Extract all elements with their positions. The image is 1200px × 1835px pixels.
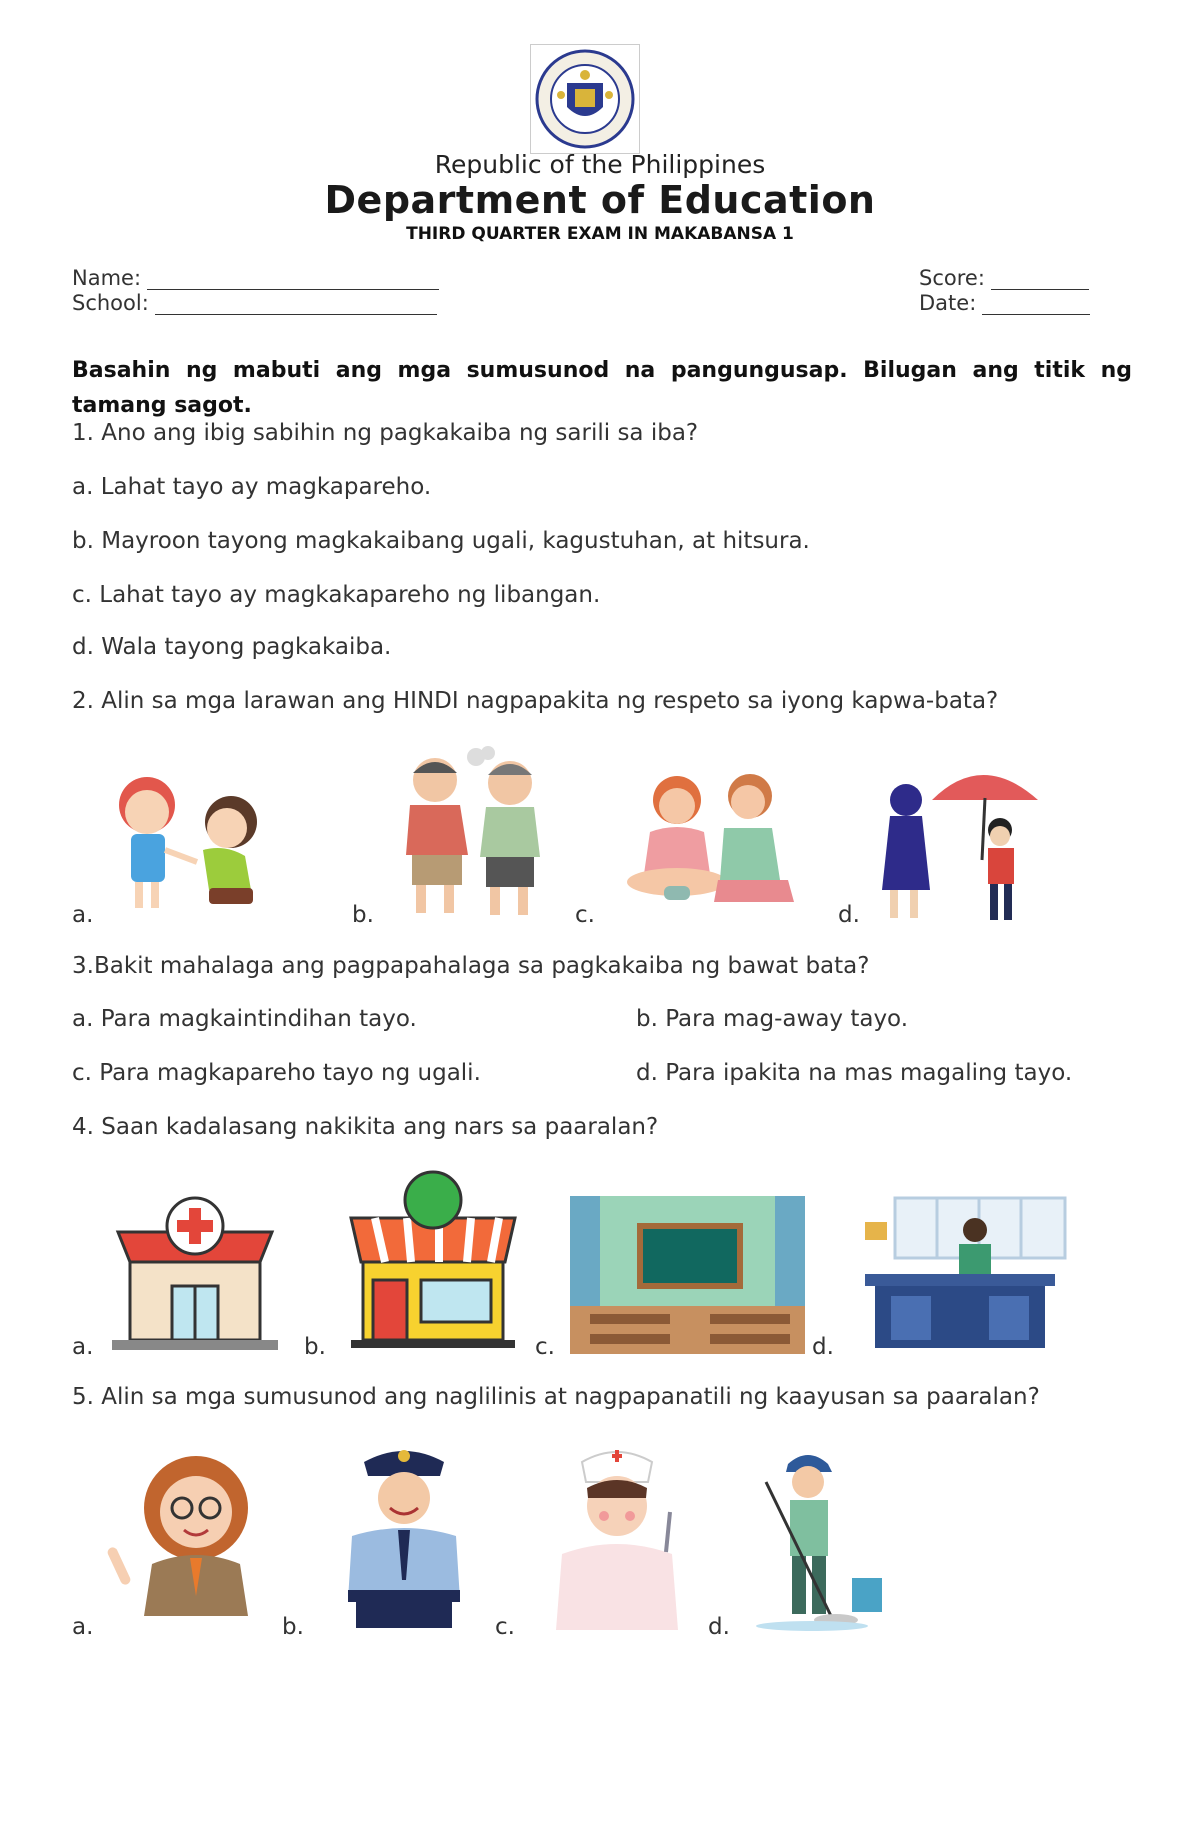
q1-choice-b[interactable]: b. Mayroon tayong magkakaibang ugali, kagustuhan, at hitsura.: [72, 528, 810, 554]
sharing-umbrella-image: [872, 760, 1052, 925]
question-4: 4. Saan kadalasang nakikita ang nars sa paaralan?: [72, 1114, 659, 1140]
q4-label-d[interactable]: d.: [812, 1334, 834, 1360]
q3-choice-c[interactable]: c. Para magkapareho tayo ng ugali.: [72, 1060, 481, 1086]
child-comforting-friend-image: [622, 762, 812, 912]
school-label: School:: [72, 291, 149, 315]
boys-fighting-image: [380, 745, 565, 920]
nurse-image: [542, 1442, 692, 1632]
office-desk-image: [855, 1198, 1065, 1353]
q1-choice-c[interactable]: c. Lahat tayo ay magkakapareho ng libangan.: [72, 582, 601, 608]
q1-choice-d[interactable]: d. Wala tayong pagkakaiba.: [72, 634, 392, 660]
canteen-store-image: [345, 1170, 520, 1350]
question-1: 1. Ano ang ibig sabihin ng pagkakaiba ng sarili sa iba?: [72, 420, 699, 446]
republic-heading: Republic of the Philippines: [434, 150, 766, 179]
q2-label-a[interactable]: a.: [72, 902, 94, 928]
deped-seal-logo: [530, 44, 640, 154]
q4-label-b[interactable]: b.: [304, 1334, 326, 1360]
score-field: [919, 266, 1089, 290]
date-blank[interactable]: [982, 294, 1090, 315]
school-field: [72, 291, 437, 315]
q3-choice-d[interactable]: d. Para ipakita na mas magaling tayo.: [636, 1060, 1073, 1086]
name-label: Name:: [72, 266, 142, 290]
score-blank[interactable]: [991, 269, 1089, 290]
janitor-cleaning-image: [752, 1442, 887, 1632]
classroom-image: [570, 1196, 805, 1354]
question-2: 2. Alin sa mga larawan ang HINDI nagpapakita ng respeto sa iyong kapwa-bata?: [72, 688, 999, 714]
teacher-image: [108, 1446, 268, 1621]
q2-label-b[interactable]: b.: [352, 902, 374, 928]
q2-label-d[interactable]: d.: [838, 902, 860, 928]
name-field: [72, 266, 439, 290]
q4-label-c[interactable]: c.: [535, 1334, 555, 1360]
score-label: Score:: [919, 266, 985, 290]
question-3: 3.Bakit mahalaga ang pagpapahalaga sa pagkakaiba ng bawat bata?: [72, 953, 870, 979]
department-title: Department of Education: [324, 178, 876, 222]
exam-title: THIRD QUARTER EXAM IN MAKABANSA 1: [406, 224, 794, 244]
police-officer-image: [334, 1440, 474, 1630]
date-label: Date:: [919, 291, 977, 315]
q4-label-a[interactable]: a.: [72, 1334, 94, 1360]
clinic-building-image: [110, 1190, 280, 1355]
q3-choice-b[interactable]: b. Para mag-away tayo.: [636, 1006, 909, 1032]
name-blank[interactable]: [147, 269, 439, 290]
instructions: Basahin ng mabuti ang mga sumusunod na pangungusap. Bilugan ang titik ng tamang sagot.: [72, 358, 1132, 418]
date-field: [919, 291, 1090, 315]
q2-label-c[interactable]: c.: [575, 902, 595, 928]
q1-choice-a[interactable]: a. Lahat tayo ay magkapareho.: [72, 474, 432, 500]
question-5: 5. Alin sa mga sumusunod ang naglilinis at nagpapanatili ng kaayusan sa paaralan?: [72, 1384, 1040, 1410]
q5-label-b[interactable]: b.: [282, 1614, 304, 1640]
q3-choice-a[interactable]: a. Para magkaintindihan tayo.: [72, 1006, 417, 1032]
q5-label-a[interactable]: a.: [72, 1614, 94, 1640]
school-blank[interactable]: [155, 294, 437, 315]
q5-label-c[interactable]: c.: [495, 1614, 515, 1640]
q5-label-d[interactable]: d.: [708, 1614, 730, 1640]
friends-helping-image: [105, 770, 275, 915]
